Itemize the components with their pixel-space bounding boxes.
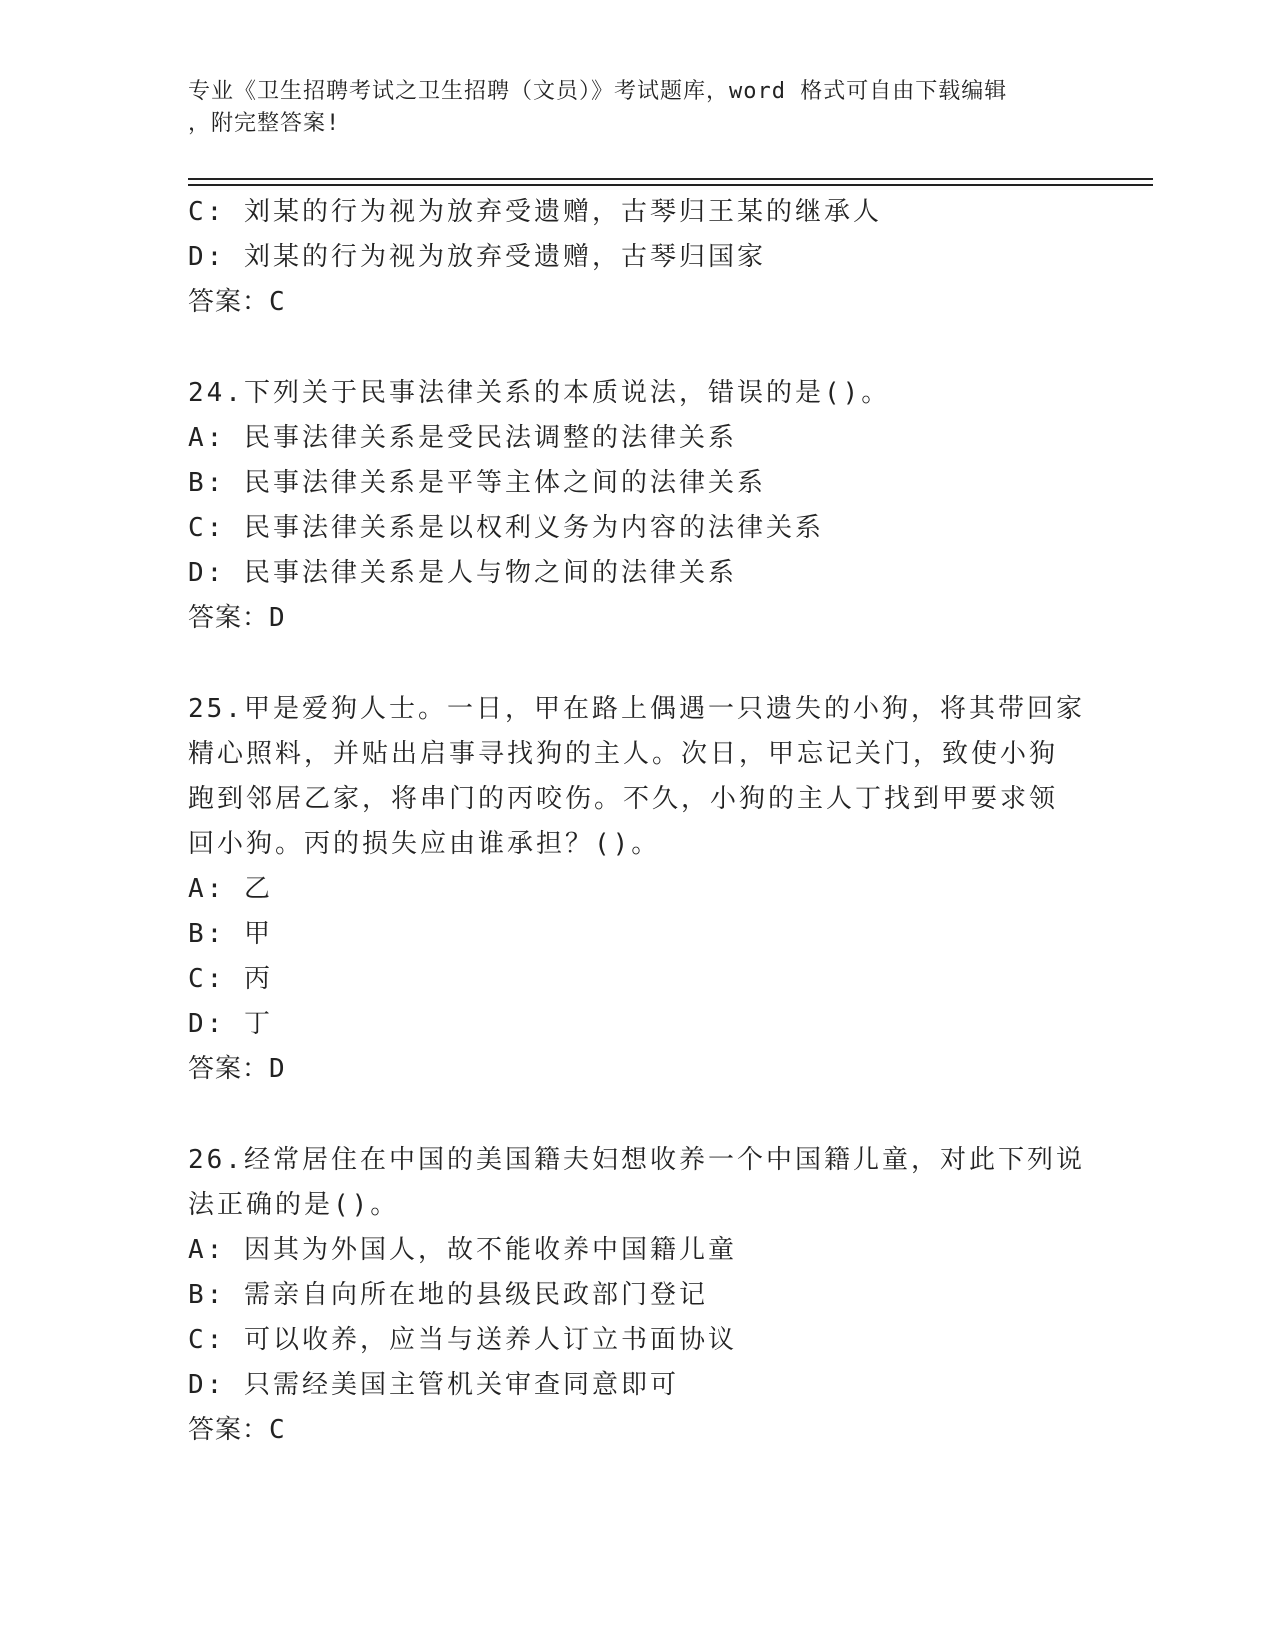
question-stem: 24.下列关于民事法律关系的本质说法，错误的是()。 — [188, 378, 891, 408]
answer-line: 答案：D — [188, 1054, 286, 1084]
header-divider-top — [188, 178, 1153, 180]
question-24 — [188, 371, 1088, 641]
header-line-1: 专业《卫生招聘考试之卫生招聘（文员）》考试题库，word 格式可自由下载编辑 — [188, 79, 1008, 104]
option-b: B: 需亲自向所在地的县级民政部门登记 — [188, 1280, 708, 1310]
answer-line: 答案：D — [188, 603, 286, 633]
answer-line: 答案：C — [188, 1415, 286, 1445]
option-d: D: 丁 — [188, 1009, 273, 1039]
option-a: A: 乙 — [188, 874, 273, 904]
option-c: C: 丙 — [188, 964, 273, 994]
question-continuation — [188, 190, 1088, 325]
question-list — [188, 190, 1088, 1499]
header-divider-bottom — [188, 184, 1153, 186]
question-stem: 回小狗。丙的损失应由谁承担？()。 — [188, 829, 661, 859]
option-b: B: 民事法律关系是平等主体之间的法律关系 — [188, 468, 766, 498]
question-stem: 精心照料，并贴出启事寻找狗的主人。次日，甲忘记关门，致使小狗 — [188, 739, 1059, 769]
option-b: B: 甲 — [188, 919, 273, 949]
option-d: D: 刘某的行为视为放弃受遗赠，古琴归国家 — [188, 242, 766, 272]
question-stem: 25.甲是爱狗人士。一日，甲在路上偶遇一只遗失的小狗，将其带回家 — [188, 694, 1085, 724]
header-line-2: ，附完整答案! — [188, 111, 341, 136]
option-d: D: 民事法律关系是人与物之间的法律关系 — [188, 558, 737, 588]
option-c: C: 民事法律关系是以权利义务为内容的法律关系 — [188, 513, 824, 543]
option-d: D: 只需经美国主管机关审查同意即可 — [188, 1370, 679, 1400]
option-c: C: 刘某的行为视为放弃受遗赠，古琴归王某的继承人 — [188, 197, 882, 227]
question-26 — [188, 1138, 1088, 1453]
option-c: C: 可以收养，应当与送养人订立书面协议 — [188, 1325, 737, 1355]
question-stem: 26.经常居住在中国的美国籍夫妇想收养一个中国籍儿童，对此下列说 — [188, 1145, 1085, 1175]
question-stem: 法正确的是()。 — [188, 1190, 400, 1220]
question-25 — [188, 687, 1088, 1092]
answer-line: 答案：C — [188, 287, 286, 317]
option-a: A: 因其为外国人，故不能收养中国籍儿童 — [188, 1235, 737, 1265]
document-header — [188, 76, 1088, 140]
question-stem: 跑到邻居乙家，将串门的丙咬伤。不久，小狗的主人丁找到甲要求领 — [188, 784, 1059, 814]
option-a: A: 民事法律关系是受民法调整的法律关系 — [188, 423, 737, 453]
